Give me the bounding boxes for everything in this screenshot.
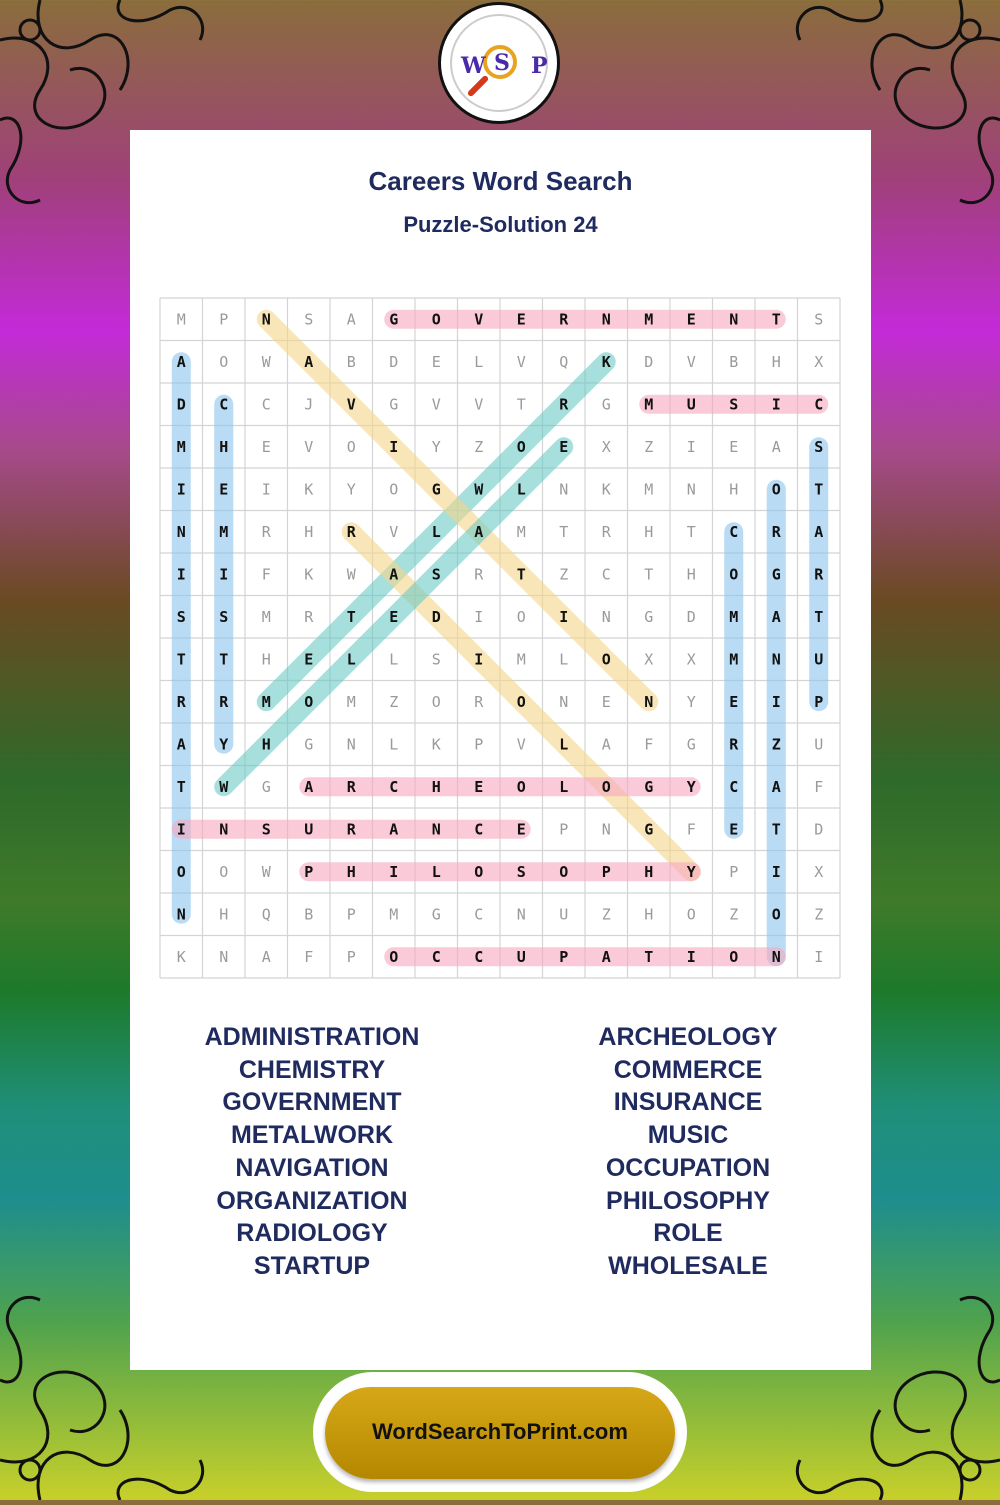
grid-letter: V xyxy=(474,395,484,414)
grid-letter: K xyxy=(304,480,314,499)
grid-letter: C xyxy=(729,777,739,796)
grid-letter: T xyxy=(516,395,526,414)
grid-letter: O xyxy=(516,437,526,456)
grid-letter: W xyxy=(219,777,229,796)
grid-letter: Y xyxy=(431,437,441,456)
grid-letter: N xyxy=(176,522,186,541)
grid-letter: M xyxy=(261,692,271,711)
grid-letter: Z xyxy=(771,735,781,754)
grid-letter: M xyxy=(644,395,654,414)
grid-letter: T xyxy=(176,650,186,669)
grid-letter: I xyxy=(261,480,271,499)
grid-letter: U xyxy=(686,395,696,414)
grid-letter: C xyxy=(474,947,484,966)
grid-letter: X xyxy=(601,437,611,456)
grid-letter: T xyxy=(771,310,781,329)
grid-letter: E xyxy=(474,777,484,796)
grid-letter: A xyxy=(304,777,314,796)
logo-letter-p: P xyxy=(531,53,548,79)
grid-letter: M xyxy=(176,437,186,456)
grid-letter: S xyxy=(431,565,441,584)
grid-letter: X xyxy=(814,352,824,371)
grid-letter: O xyxy=(346,437,356,456)
grid-letter: N xyxy=(559,692,569,711)
grid-letter: T xyxy=(771,820,781,839)
grid-letter: D xyxy=(431,607,441,626)
grid-letter: I xyxy=(389,437,399,456)
grid-letter: I xyxy=(474,607,484,626)
grid-letter: Z xyxy=(559,565,569,584)
grid-letter: N xyxy=(219,820,229,839)
grid-letter: U xyxy=(559,905,569,924)
grid-letter: F xyxy=(304,947,314,966)
grid-letter: T xyxy=(516,565,526,584)
grid-letter: S xyxy=(431,650,441,669)
grid-letter: I xyxy=(686,947,696,966)
grid-letter: D xyxy=(389,352,399,371)
grid-letter: N xyxy=(601,820,611,839)
grid-letter: P xyxy=(729,862,739,881)
grid-letter: G xyxy=(771,565,781,584)
grid-letter: A xyxy=(261,947,271,966)
grid-letter: O xyxy=(516,692,526,711)
grid-letter: W xyxy=(261,862,271,881)
grid-letter: Z xyxy=(814,905,824,924)
grid-letter: M xyxy=(219,522,229,541)
word-list-item: RADIOLOGY xyxy=(236,1219,388,1248)
grid-letter: R xyxy=(474,692,484,711)
grid-letter: O xyxy=(686,905,696,924)
grid-letter: H xyxy=(261,650,271,669)
grid-letter: I xyxy=(474,650,484,669)
grid-letter: U xyxy=(516,947,526,966)
grid-letter: Q xyxy=(261,905,271,924)
grid-letter: H xyxy=(644,905,654,924)
grid-letter: H xyxy=(219,905,229,924)
grid-letter: C xyxy=(729,522,739,541)
grid-letter: D xyxy=(644,352,654,371)
grid-letter: E xyxy=(389,607,399,626)
page-title: Careers Word Search xyxy=(368,166,633,196)
grid-letter: L xyxy=(559,650,569,669)
grid-letter: H xyxy=(644,862,654,881)
grid-letter: B xyxy=(346,352,356,371)
grid-letter: H xyxy=(771,352,781,371)
grid-letter: P xyxy=(601,862,611,881)
grid-letter: I xyxy=(814,947,824,966)
grid-letter: M xyxy=(644,310,654,329)
word-search-grid xyxy=(160,298,840,978)
word-list-item: METALWORK xyxy=(230,1121,393,1150)
grid-letter: N xyxy=(516,905,526,924)
grid-letter: A xyxy=(601,735,611,754)
grid-letter: M xyxy=(729,607,739,626)
grid-letter: F xyxy=(814,777,824,796)
grid-letter: T xyxy=(814,480,824,499)
grid-letter: H xyxy=(304,522,314,541)
grid-letter: S xyxy=(814,437,824,456)
grid-letter: K xyxy=(304,565,314,584)
grid-letter: E xyxy=(261,437,271,456)
grid-letter: Z xyxy=(644,437,654,456)
grid-letter: P xyxy=(474,735,484,754)
grid-letter: O xyxy=(516,607,526,626)
grid-letter: L xyxy=(389,650,399,669)
grid-letter: L xyxy=(516,480,526,499)
grid-letter: H xyxy=(644,522,654,541)
grid-letter: O xyxy=(389,947,399,966)
grid-letter: H xyxy=(346,862,356,881)
grid-letter: L xyxy=(431,522,441,541)
grid-letter: R xyxy=(729,735,739,754)
grid-letter: X xyxy=(814,862,824,881)
grid-letter: X xyxy=(686,650,696,669)
grid-letter: C xyxy=(261,395,271,414)
grid-letter: T xyxy=(176,777,186,796)
grid-letter: Y xyxy=(686,862,696,881)
grid-letter: I xyxy=(389,862,399,881)
grid-letter: A xyxy=(601,947,611,966)
grid-letter: I xyxy=(176,480,186,499)
grid-letter: O xyxy=(771,905,781,924)
grid-letter: R xyxy=(304,607,314,626)
grid-letter: E xyxy=(686,310,696,329)
grid-letter: V xyxy=(346,395,356,414)
grid-letter: R xyxy=(346,522,356,541)
grid-letter: O xyxy=(431,692,441,711)
grid-letter: T xyxy=(559,522,569,541)
grid-letter: G xyxy=(389,395,399,414)
grid-letter: K xyxy=(431,735,441,754)
grid-letter: Y xyxy=(686,692,696,711)
grid-letter: T xyxy=(686,522,696,541)
page-subtitle: Puzzle-Solution 24 xyxy=(403,212,598,237)
grid-letter: P xyxy=(559,820,569,839)
grid-letter: G xyxy=(389,310,399,329)
grid-letter: S xyxy=(261,820,271,839)
logo-letter-s: S xyxy=(494,50,510,76)
grid-letter: V xyxy=(474,310,484,329)
grid-letter: O xyxy=(771,480,781,499)
grid-letter: O xyxy=(601,777,611,796)
grid-letter: C xyxy=(601,565,611,584)
grid-letter: I xyxy=(771,862,781,881)
grid-letter: O xyxy=(729,947,739,966)
word-list-item: ROLE xyxy=(653,1219,723,1248)
word-list-left xyxy=(147,1021,477,1283)
grid-letter: H xyxy=(219,437,229,456)
grid-letter: T xyxy=(644,565,654,584)
grid-letter: C xyxy=(389,777,399,796)
grid-letter: G xyxy=(644,820,654,839)
grid-letter: F xyxy=(261,565,271,584)
grid-letter: E xyxy=(601,692,611,711)
grid-letter: N xyxy=(219,947,229,966)
grid-letter: A xyxy=(176,352,186,371)
grid-letter: C xyxy=(474,820,484,839)
grid-letter: R xyxy=(559,395,569,414)
grid-letter: N xyxy=(261,310,271,329)
grid-letter: V xyxy=(686,352,696,371)
word-list-item: OCCUPATION xyxy=(605,1153,771,1182)
grid-letter: P xyxy=(559,947,569,966)
grid-letter: G xyxy=(431,480,441,499)
grid-letter: I xyxy=(771,395,781,414)
grid-letter: U xyxy=(814,735,824,754)
grid-letter: L xyxy=(389,735,399,754)
grid-letter: E xyxy=(729,692,739,711)
word-list-item: PHILOSOPHY xyxy=(606,1186,770,1215)
word-list-item: ARCHEOLOGY xyxy=(598,1023,778,1051)
grid-letter: M xyxy=(644,480,654,499)
word-list-item: MUSIC xyxy=(647,1121,729,1150)
grid-letter: F xyxy=(686,820,696,839)
grid-letter: I xyxy=(176,820,186,839)
grid-letter: U xyxy=(814,650,824,669)
grid-letter: Z xyxy=(389,692,399,711)
grid-letter: Y xyxy=(686,777,696,796)
grid-letter: A xyxy=(176,735,186,754)
grid-letter: R xyxy=(261,522,271,541)
grid-letter: A xyxy=(474,522,484,541)
grid-letter: S xyxy=(729,395,739,414)
grid-letter: V xyxy=(431,395,441,414)
website-link-label: WordSearchToPrint.com xyxy=(372,1419,628,1444)
grid-letter: Z xyxy=(601,905,611,924)
grid-letter: A xyxy=(304,352,314,371)
grid-letter: E xyxy=(559,437,569,456)
grid-letter: C xyxy=(219,395,229,414)
grid-letter: O xyxy=(559,862,569,881)
grid-letter: M xyxy=(516,650,526,669)
grid-letter: M xyxy=(176,310,186,329)
grid-letter: V xyxy=(516,352,526,371)
grid-letter: O xyxy=(729,565,739,584)
grid-letter: L xyxy=(346,650,356,669)
grid-letter: A xyxy=(771,437,781,456)
word-list-item: INSURANCE xyxy=(613,1088,763,1117)
grid-letter: R xyxy=(771,522,781,541)
grid-letter: V xyxy=(304,437,314,456)
grid-letter: G xyxy=(431,905,441,924)
grid-letter: R xyxy=(346,777,356,796)
grid-letter: C xyxy=(814,395,824,414)
grid-letter: W xyxy=(346,565,356,584)
grid-letter: P xyxy=(346,947,356,966)
grid-letter: A xyxy=(771,777,781,796)
website-link-button[interactable] xyxy=(325,1387,675,1479)
grid-letter: O xyxy=(176,862,186,881)
grid-letter: L xyxy=(431,862,441,881)
grid-letter: S xyxy=(304,310,314,329)
grid-letter: T xyxy=(219,650,229,669)
grid-letter: R xyxy=(474,565,484,584)
word-list-item: CHEMISTRY xyxy=(238,1055,386,1084)
grid-letter: O xyxy=(516,777,526,796)
word-list-item: ADMINISTRATION xyxy=(204,1023,420,1051)
grid-letter: T xyxy=(644,947,654,966)
grid-letter: E xyxy=(219,480,229,499)
grid-letter: R xyxy=(219,692,229,711)
grid-letter: E xyxy=(431,352,441,371)
grid-letter: U xyxy=(304,820,314,839)
grid-letter: O xyxy=(219,352,229,371)
grid-letter: E xyxy=(729,820,739,839)
grid-letter: G xyxy=(261,777,271,796)
logo-letter-w: W xyxy=(461,53,486,79)
grid-letter: A xyxy=(389,820,399,839)
grid-letter: H xyxy=(261,735,271,754)
grid-letter: N xyxy=(601,607,611,626)
grid-letter: D xyxy=(686,607,696,626)
word-list-item: WHOLESALE xyxy=(608,1251,768,1280)
grid-letter: R xyxy=(601,522,611,541)
grid-letter: P xyxy=(346,905,356,924)
grid-letter: G xyxy=(644,607,654,626)
grid-letter: I xyxy=(176,565,186,584)
grid-letter: T xyxy=(346,607,356,626)
grid-letter: C xyxy=(474,905,484,924)
grid-letter: Q xyxy=(559,352,569,371)
grid-letter: G xyxy=(686,735,696,754)
grid-letter: I xyxy=(219,565,229,584)
grid-letter: I xyxy=(559,607,569,626)
grid-letter: B xyxy=(304,905,314,924)
grid-letter: A xyxy=(771,607,781,626)
grid-letter: M xyxy=(389,905,399,924)
grid-letter: M xyxy=(729,650,739,669)
grid-letter: K xyxy=(601,480,611,499)
grid-letter: T xyxy=(814,607,824,626)
grid-letter: O xyxy=(219,862,229,881)
wsp-logo xyxy=(438,2,560,124)
grid-letter: C xyxy=(431,947,441,966)
grid-letter: S xyxy=(814,310,824,329)
grid-letter: O xyxy=(389,480,399,499)
grid-letter: H xyxy=(686,565,696,584)
grid-letter: Y xyxy=(346,480,356,499)
grid-letter: R xyxy=(176,692,186,711)
grid-letter: I xyxy=(686,437,696,456)
grid-letter: N xyxy=(559,480,569,499)
grid-letter: D xyxy=(176,395,186,414)
word-list-item: NAVIGATION xyxy=(235,1153,389,1182)
grid-letter: W xyxy=(261,352,271,371)
grid-letter: O xyxy=(304,692,314,711)
grid-letter: W xyxy=(474,480,484,499)
grid-letter: J xyxy=(304,395,314,414)
grid-letter: R xyxy=(346,820,356,839)
grid-letter: N xyxy=(644,692,654,711)
grid-letter: G xyxy=(644,777,654,796)
grid-letter: E xyxy=(304,650,314,669)
grid-letter: K xyxy=(601,352,611,371)
puzzle-panel xyxy=(130,130,871,1370)
grid-letter: K xyxy=(176,947,186,966)
grid-letter: B xyxy=(729,352,739,371)
word-list-item: COMMERCE xyxy=(613,1055,763,1084)
grid-letter: L xyxy=(559,735,569,754)
grid-letter: E xyxy=(516,310,526,329)
grid-letter: L xyxy=(559,777,569,796)
grid-letter: P xyxy=(304,862,314,881)
grid-letter: N xyxy=(771,650,781,669)
grid-letter: S xyxy=(516,862,526,881)
grid-letter: S xyxy=(219,607,229,626)
word-list-item: STARTUP xyxy=(253,1251,371,1280)
grid-letter: O xyxy=(601,650,611,669)
grid-letter: N xyxy=(771,947,781,966)
grid-letter: E xyxy=(729,437,739,456)
word-list-item: GOVERNMENT xyxy=(222,1088,402,1117)
grid-letter: P xyxy=(814,692,824,711)
grid-letter: O xyxy=(431,310,441,329)
grid-letter: P xyxy=(219,310,229,329)
grid-letter: X xyxy=(644,650,654,669)
grid-letter: M xyxy=(516,522,526,541)
word-list-item: ORGANIZATION xyxy=(216,1186,408,1215)
grid-letter: H xyxy=(729,480,739,499)
grid-letter: D xyxy=(814,820,824,839)
grid-letter: I xyxy=(771,692,781,711)
grid-letter: N xyxy=(176,905,186,924)
grid-letter: E xyxy=(516,820,526,839)
grid-letter: G xyxy=(601,395,611,414)
grid-letter: N xyxy=(686,480,696,499)
grid-letter: Y xyxy=(219,735,229,754)
grid-letter: A xyxy=(814,522,824,541)
grid-letter: A xyxy=(389,565,399,584)
grid-letter: R xyxy=(559,310,569,329)
grid-letter: R xyxy=(814,565,824,584)
grid-letter: N xyxy=(601,310,611,329)
grid-letter: A xyxy=(346,310,356,329)
grid-letter: N xyxy=(431,820,441,839)
grid-letter: O xyxy=(474,862,484,881)
grid-letter: N xyxy=(346,735,356,754)
grid-letter: N xyxy=(729,310,739,329)
word-list-right xyxy=(523,1021,853,1283)
grid-letter: F xyxy=(644,735,654,754)
grid-letter: Z xyxy=(729,905,739,924)
grid-letter: Z xyxy=(474,437,484,456)
grid-letter: L xyxy=(474,352,484,371)
grid-letter: S xyxy=(176,607,186,626)
grid-letter: M xyxy=(261,607,271,626)
grid-letter: G xyxy=(304,735,314,754)
grid-letter: V xyxy=(389,522,399,541)
grid-letter: H xyxy=(431,777,441,796)
grid-letter: V xyxy=(516,735,526,754)
grid-letter: M xyxy=(346,692,356,711)
